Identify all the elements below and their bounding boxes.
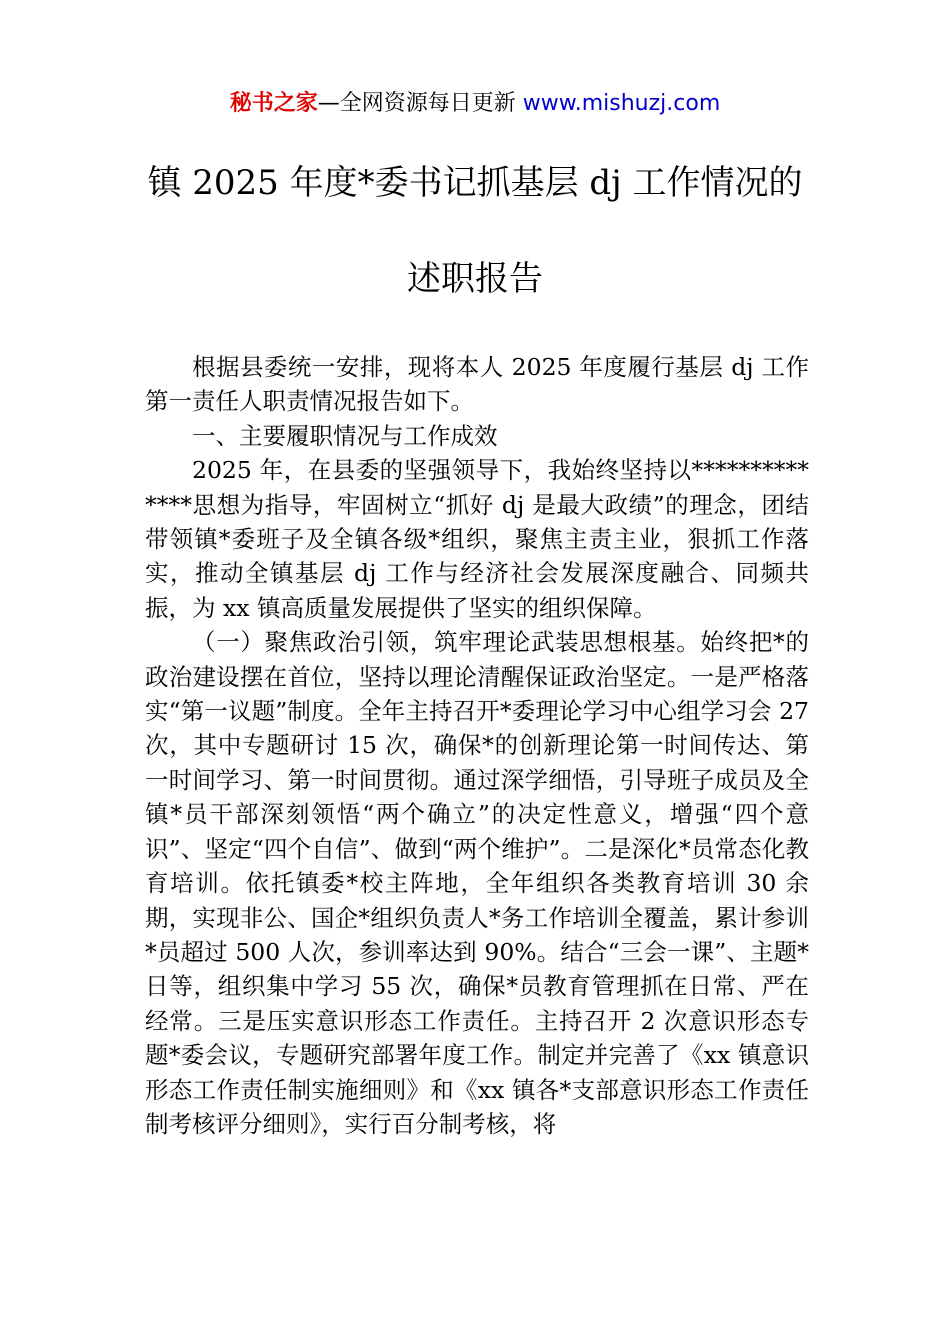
section-heading: 一、主要履职情况与工作成效 xyxy=(192,421,498,450)
intro-paragraph: 根据县委统一安排，现将本人 2025 年度履行基层 dj 工作第一责任人职责情况报告如下。 xyxy=(145,353,809,416)
site-slogan: —全网资源每日更新 xyxy=(317,91,523,116)
document-title-line-2: 述职报告 xyxy=(407,259,543,299)
summary-paragraph: 2025 年，在县委的坚强领导下，我始终坚持以**************思想为指导，牢固树立“抓好 dj 是最大政绩”的理念，团结带领镇*委班子及全镇各级*组织，聚焦主责主业，狠抓工作落实，推动全镇基层 dj 工作与经济社会发展深度融合、同频共振，为 xx 镇高质量发展提供了坚实的组织保障。 xyxy=(145,456,809,622)
site-header xyxy=(0,86,950,122)
site-brand: 秘书之家 xyxy=(229,91,318,116)
subsection-paragraph: （一）聚焦政治引领，筑牢理论武装思想根基。始终把*的政治建设摆在首位，坚持以理论清醒保证政治坚定。一是严格落实“第一议题”制度。全年主持召开*委理论学习中心组学习会 27 次，其中专题研讨 15 次，确保*的创新理论第一时间传达、第一时间学习、第一时间贯彻。通过深学细悟，引导班子成员及全镇*员干部深刻领悟“两个确立”的决定性意义，增强“四个意识”、坚定“四个自信”、做到“两个维护”。二是深化*员常态化教育培训。依托镇委*校主阵地，全年组织各类教育培训 30 余期，实现非公、国企*组织负责人*务工作培训全覆盖，累计参训*员超过 500 人次，参训率达到 90%。结合“三会一课”、主题*日等，组织集中学习 55 次，确保*员教育管理抓在日常、严在经常。三是压实意识形态工作责任。主持召开 2 次意识形态专题*委会议，专题研究部署年度工作。制定并完善了《xx 镇意识形态工作责任制实施细则》和《xx 镇各*支部意识形态工作责任制考核评分细则》，实行百分制考核，将 xyxy=(145,628,809,1138)
document-title-line-1: 镇 2025 年度*委书记抓基层 dj 工作情况的 xyxy=(147,163,803,203)
site-url-link[interactable]: www.mishuzj.com xyxy=(522,91,721,116)
document-body xyxy=(145,350,809,1141)
